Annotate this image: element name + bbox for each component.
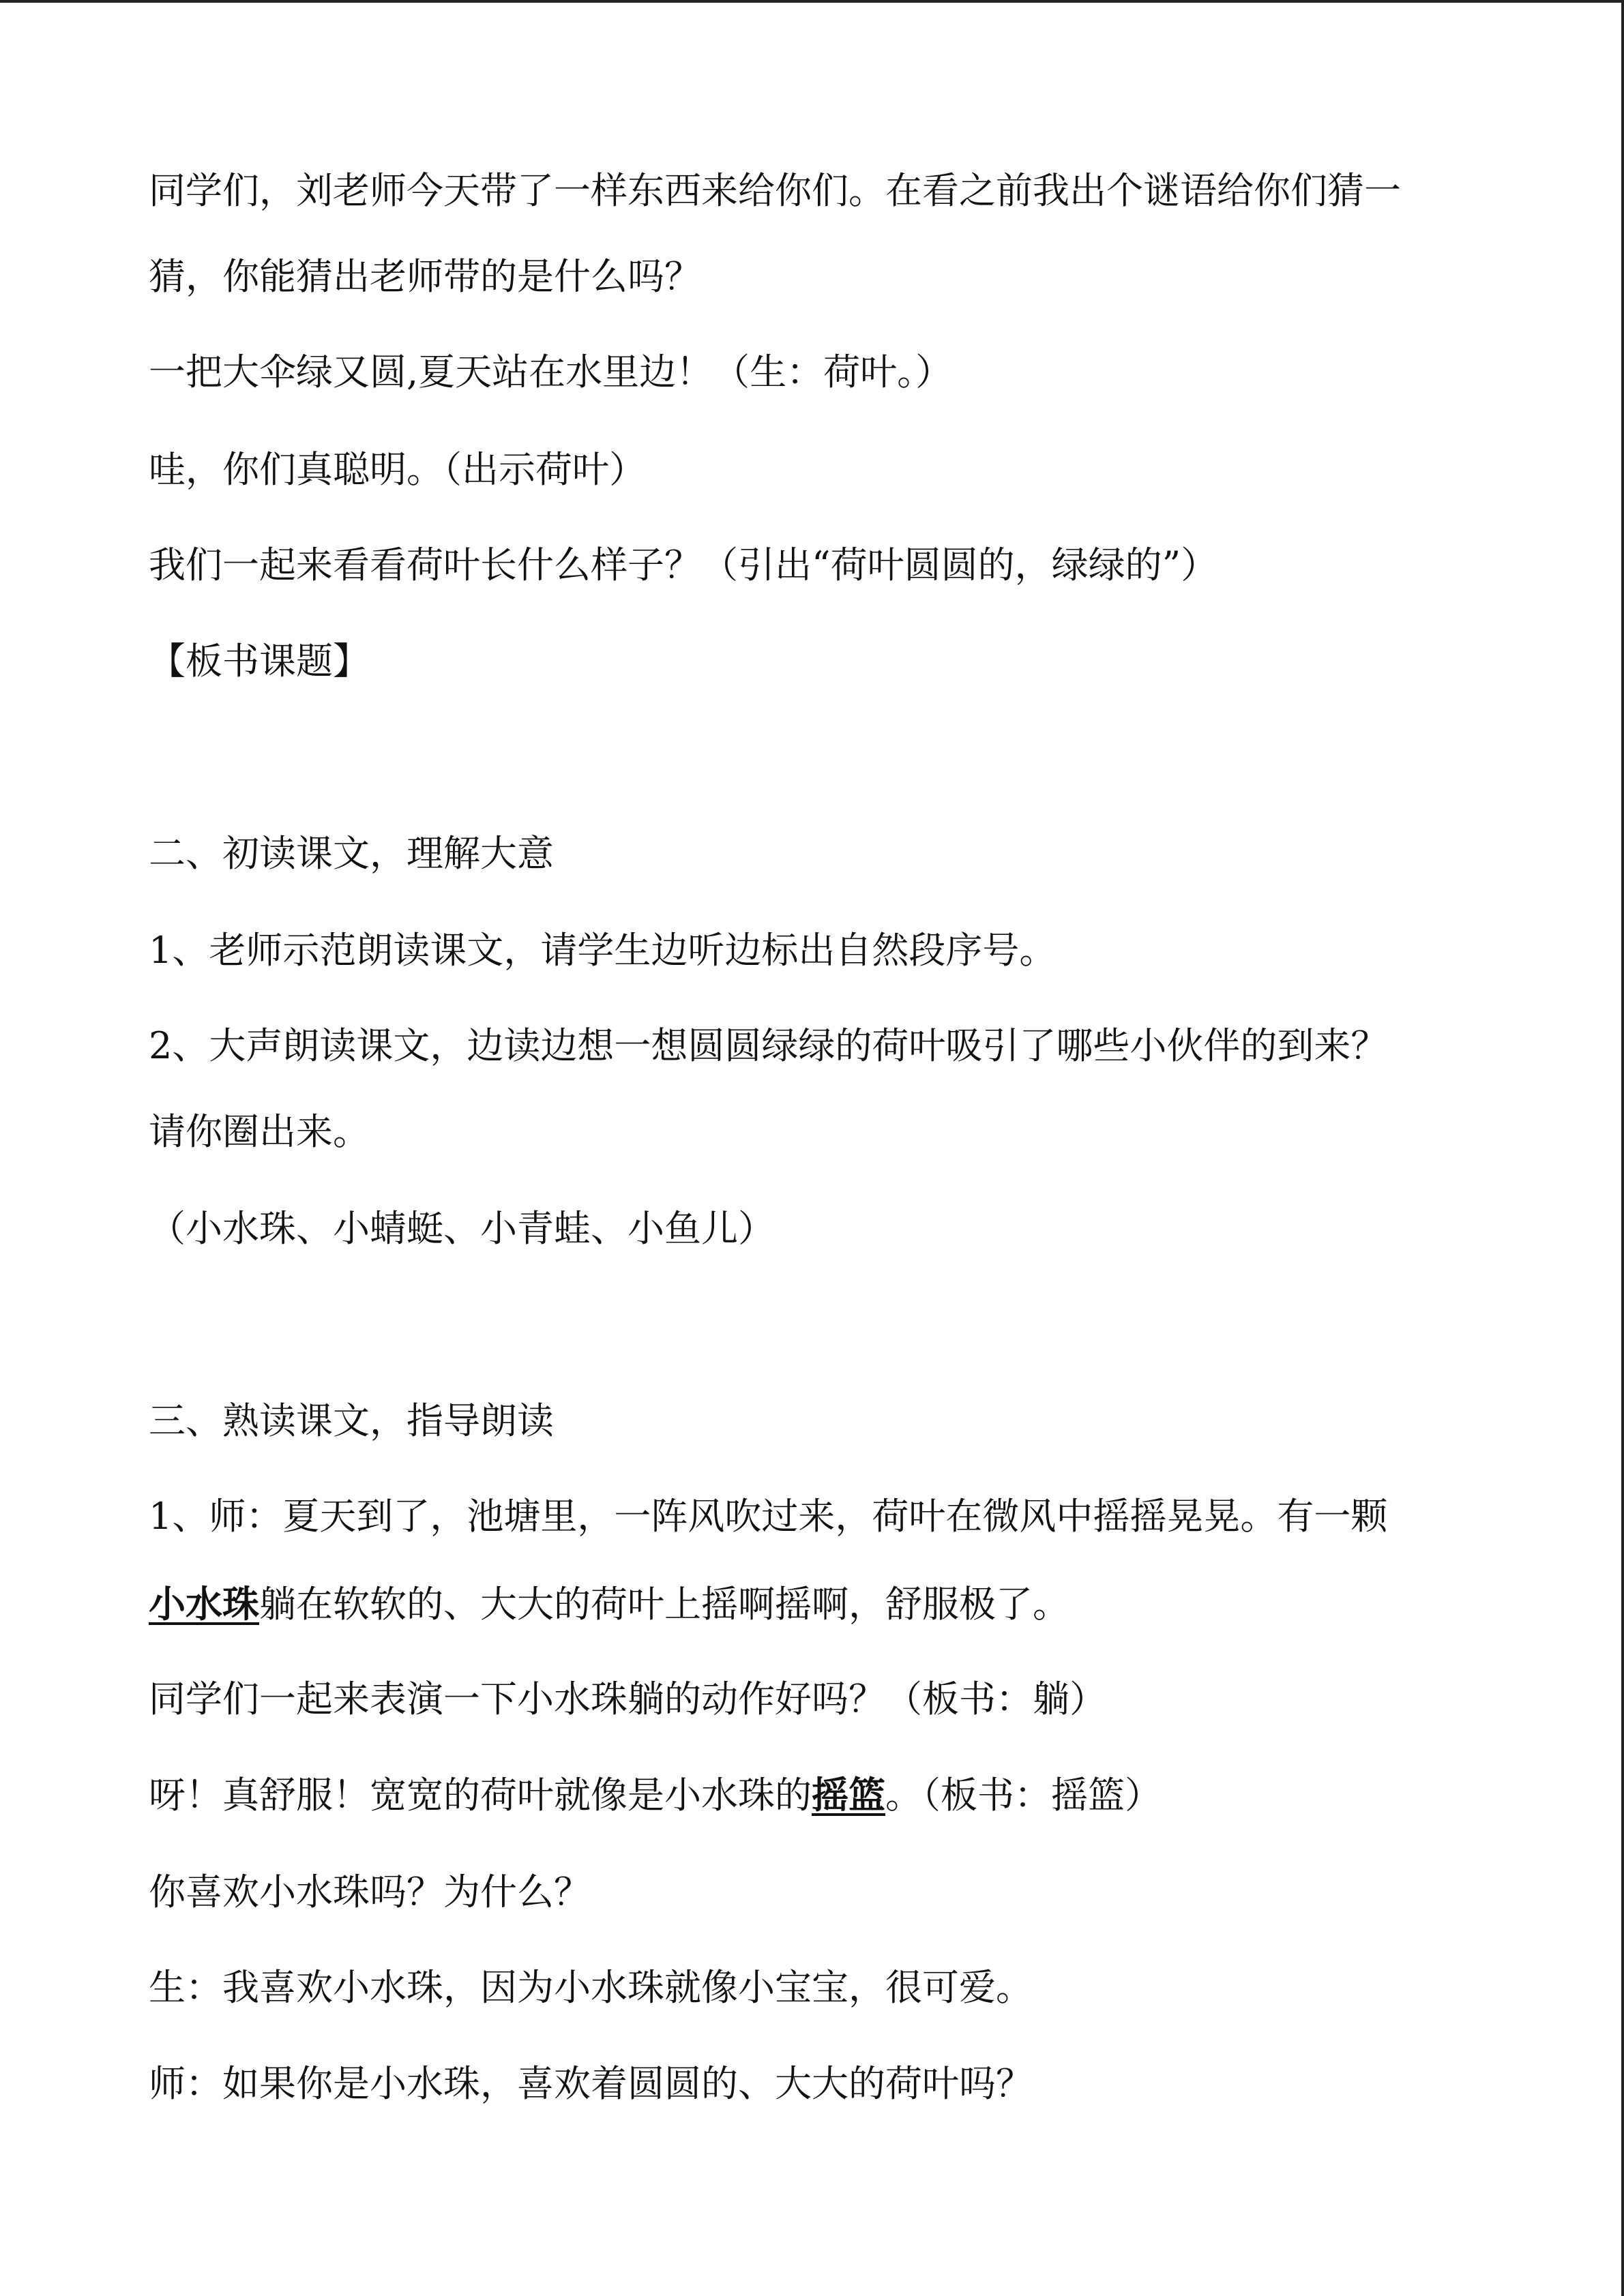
section-2-answer: （小水珠、小蜻蜓、小青蛙、小鱼儿） [149,1207,775,1250]
cradle-line-pre: 呀！真舒服！宽宽的荷叶就像是小水珠的 [149,1774,812,1817]
intro-line-1: 同学们，刘老师今天带了一样东西来给你们。在看之前我出个谜语给你们猜一 [149,169,1401,212]
cradle-line-post: 。（板书：摇篮） [885,1774,1162,1817]
section-3-heading: 三、熟读课文，指导朗读 [149,1399,554,1442]
section-2-item-1: 1、老师示范朗读课文，请学生边听边标出自然段序号。 [149,929,1057,972]
board-title-note: 【板书课题】 [149,640,370,683]
section-3-item-1-line-2-rest: 躺在软软的、大大的荷叶上摇啊摇啊，舒服极了。 [259,1583,1069,1626]
cradle-line [149,1773,1162,1817]
student-answer-line: 生：我喜欢小水珠，因为小水珠就像小宝宝，很可爱。 [149,1966,1033,2009]
keyword-xiaoshuizhu: 小水珠 [149,1582,259,1626]
section-3-item-1-line-2 [149,1582,1069,1626]
section-2-heading: 二、初读课文，理解大意 [149,832,554,875]
page-top-border [0,0,1624,3]
keyword-yaolan: 摇篮 [812,1773,885,1817]
ask-line: 你喜欢小水珠吗？为什么？ [149,1870,591,1913]
riddle-line: 一把大伞绿又圆,夏天站在水里边！（生：荷叶。） [149,351,953,393]
section-2-item-2-line-2: 请你圈出来。 [149,1110,370,1153]
question-line: 我们一起来看看荷叶长什么样子？（引出“荷叶圆圆的，绿绿的”） [149,543,1218,586]
praise-line: 哇，你们真聪明。（出示荷叶） [149,448,646,491]
perform-line: 同学们一起来表演一下小水珠躺的动作好吗？（板书：躺） [149,1678,1106,1720]
teacher-question-line: 师：如果你是小水珠，喜欢着圆圆的、大大的荷叶吗？ [149,2062,1033,2105]
section-2-item-2-line-1: 2、大声朗读课文，边读边想一想圆圆绿绿的荷叶吸引了哪些小伙伴的到来？ [149,1024,1388,1067]
intro-line-2: 猜，你能猜出老师带的是什么吗？ [149,255,701,298]
section-3-item-1-line-1: 1、师：夏天到了，池塘里，一阵风吹过来，荷叶在微风中摇摇晃晃。有一颗 [149,1495,1388,1538]
page-right-border [1621,0,1624,2296]
